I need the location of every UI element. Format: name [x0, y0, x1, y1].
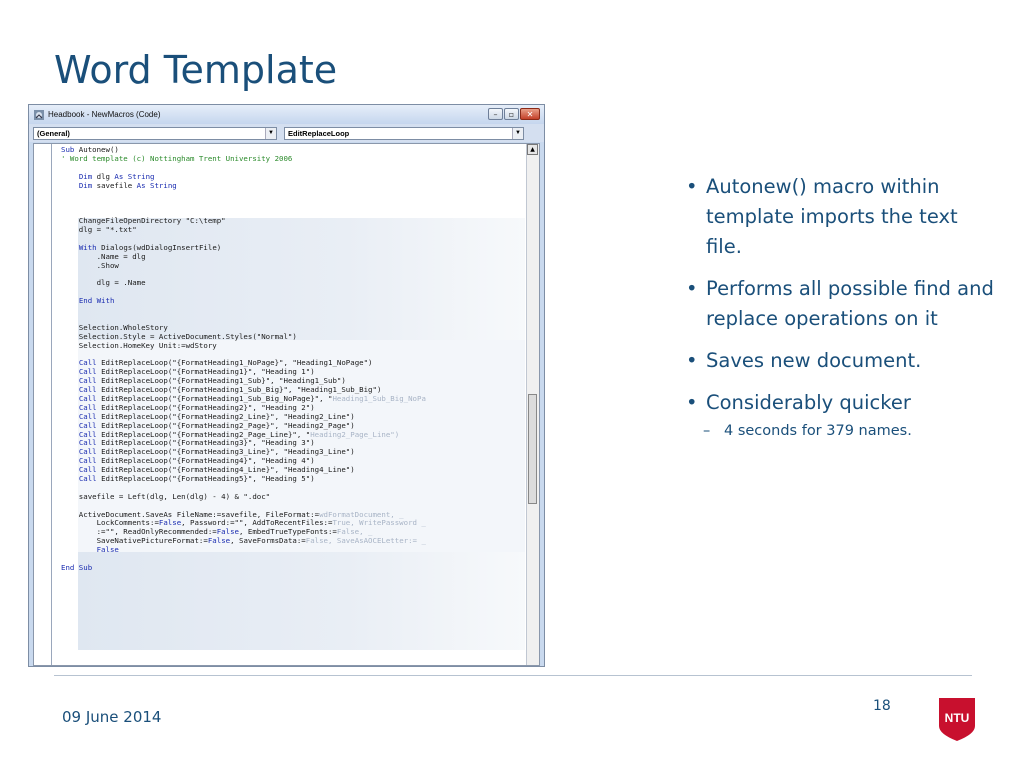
code-margin[interactable] — [34, 144, 52, 665]
code-line[interactable]: Call EditReplaceLoop("{FormatHeading1_Sub}", "Heading1_Sub") — [78, 376, 346, 386]
code-line[interactable]: .Name = dlg — [61, 251, 146, 261]
code-line[interactable]: SaveNativePictureFormat:=False, SaveFormsData:=False, SaveAsAOCELetter:= _ — [61, 536, 426, 546]
code-line[interactable]: Call EditReplaceLoop("{FormatHeading4}", "Heading 4") — [78, 456, 315, 466]
bullet-text: Considerably quicker — [706, 391, 911, 414]
code-line[interactable]: Call EditReplaceLoop("{FormatHeading1_Sub_Big_NoPage}", "Heading1_Sub_Big_NoPa — [78, 393, 426, 403]
bullet-item — [684, 388, 994, 418]
scroll-up-icon[interactable]: ▲ — [527, 144, 538, 155]
vba-code-window[interactable] — [28, 104, 545, 667]
code-line[interactable]: .Show — [61, 260, 119, 270]
vba-dropdown-bar — [29, 124, 544, 142]
code-line[interactable]: ' Word template (c) Nottingham Trent University 2006 — [61, 153, 293, 163]
code-line[interactable]: Selection.WholeStory — [61, 322, 168, 332]
bullet-text: Performs all possible find and replace operations on it — [706, 277, 994, 330]
dropdown-arrow-icon[interactable]: ▼ — [265, 128, 276, 139]
sub-bullet-item — [701, 420, 994, 442]
code-line[interactable]: Call EditReplaceLoop("{FormatHeading2_Line}", "Heading2_Line") — [78, 411, 355, 421]
vba-titlebar[interactable] — [29, 105, 544, 124]
object-dropdown-value: (General) — [37, 128, 70, 138]
code-line[interactable] — [61, 288, 525, 297]
vba-window-title: Headbook - NewMacros (Code) — [48, 110, 161, 119]
bullet-list — [684, 172, 994, 442]
code-line[interactable] — [61, 555, 525, 564]
close-button[interactable]: ✕ — [520, 108, 540, 120]
code-line[interactable]: Selection.Style = ActiveDocument.Styles("Normal") — [61, 331, 297, 341]
procedure-dropdown[interactable] — [284, 127, 524, 140]
code-line[interactable]: Call EditReplaceLoop("{FormatHeading5}", "Heading 5") — [78, 473, 315, 483]
code-line[interactable]: Call EditReplaceLoop("{FormatHeading1}", "Heading 1") — [78, 367, 315, 377]
bullet-dot-icon: • — [686, 277, 698, 300]
page-number: 18 — [873, 698, 891, 714]
code-line[interactable]: Call EditReplaceLoop("{FormatHeading2_Page_Line}", "Heading2_Page_Line") — [78, 429, 400, 439]
code-line[interactable] — [61, 190, 525, 199]
bullet-text: Saves new document. — [706, 349, 922, 372]
procedure-dropdown-value: EditReplaceLoop — [288, 128, 350, 138]
code-line[interactable]: Call EditReplaceLoop("{FormatHeading1_Sub_Big}", "Heading1_Sub_Big") — [78, 385, 382, 395]
code-line[interactable]: :="", ReadOnlyRecommended:=False, EmbedTrueTypeFonts:=False, _ — [61, 527, 373, 537]
code-line[interactable]: Call EditReplaceLoop("{FormatHeading2_Page}", "Heading2_Page") — [78, 420, 355, 430]
code-line[interactable]: LockComments:=False, Password:="", AddToRecentFiles:=True, WritePassword _ — [61, 518, 426, 528]
code-line[interactable]: dlg = .Name — [61, 278, 146, 288]
dash-icon: – — [703, 423, 711, 439]
code-line[interactable]: Call EditReplaceLoop("{FormatHeading3}", "Heading 3") — [78, 438, 315, 448]
code-line[interactable]: Dim savefile As String — [78, 180, 177, 190]
vertical-scrollbar[interactable] — [526, 144, 539, 665]
code-line[interactable]: Sub Autonew() — [61, 145, 119, 154]
code-line[interactable]: False — [96, 545, 119, 555]
bullet-dot-icon: • — [686, 391, 698, 414]
code-line[interactable] — [61, 199, 525, 208]
sub-bullet-text: 4 seconds for 379 names. — [724, 423, 912, 439]
ntu-logo — [937, 696, 977, 742]
code-line[interactable]: savefile = Left(dlg, Len(dlg) - 4) & ".doc" — [61, 491, 271, 501]
code-line[interactable]: Call EditReplaceLoop("{FormatHeading3_Line}", "Heading3_Line") — [78, 447, 355, 457]
vba-code-text[interactable] — [61, 146, 525, 573]
minimize-button[interactable]: – — [488, 108, 503, 120]
window-controls — [488, 108, 540, 120]
code-line[interactable]: End Sub — [61, 562, 93, 572]
code-line[interactable]: dlg = "*.txt" — [61, 225, 137, 235]
bullet-item — [684, 346, 994, 376]
dropdown-arrow-icon[interactable]: ▼ — [512, 128, 523, 139]
vba-editor-icon — [33, 109, 45, 121]
code-line[interactable]: Selection.HomeKey Unit:=wdStory — [61, 340, 217, 350]
code-line[interactable]: Dim dlg As String — [78, 171, 155, 181]
svg-text:NTU: NTU — [944, 711, 970, 725]
bullet-text: Autonew() macro within template imports the text file. — [706, 175, 958, 258]
slide-title: Word Template — [54, 48, 338, 92]
scroll-thumb[interactable] — [528, 394, 537, 504]
code-line[interactable]: Call EditReplaceLoop("{FormatHeading1_NoPage}", "Heading1_NoPage") — [78, 358, 373, 368]
code-line[interactable]: With Dialogs(wdDialogInsertFile) — [78, 242, 222, 252]
bullet-item — [684, 274, 994, 334]
object-dropdown[interactable] — [33, 127, 277, 140]
bullet-dot-icon: • — [686, 175, 698, 198]
code-line[interactable] — [61, 306, 525, 315]
code-editor[interactable] — [33, 143, 540, 666]
restore-button[interactable]: ▫ — [504, 108, 519, 120]
bullet-item — [684, 172, 994, 262]
footer-date: 09 June 2014 — [62, 708, 162, 726]
code-line[interactable]: ActiveDocument.SaveAs FileName:=savefile, FileFormat:=wdFormatDocument, _ — [61, 509, 404, 519]
code-line[interactable]: ChangeFileOpenDirectory "C:\temp" — [61, 216, 226, 226]
bullet-dot-icon: • — [686, 349, 698, 372]
code-line[interactable]: Call EditReplaceLoop("{FormatHeading4_Line}", "Heading4_Line") — [78, 465, 355, 475]
code-line[interactable]: Call EditReplaceLoop("{FormatHeading2}", "Heading 2") — [78, 402, 315, 412]
code-line[interactable]: End With — [78, 296, 115, 306]
footer-divider — [54, 675, 972, 676]
